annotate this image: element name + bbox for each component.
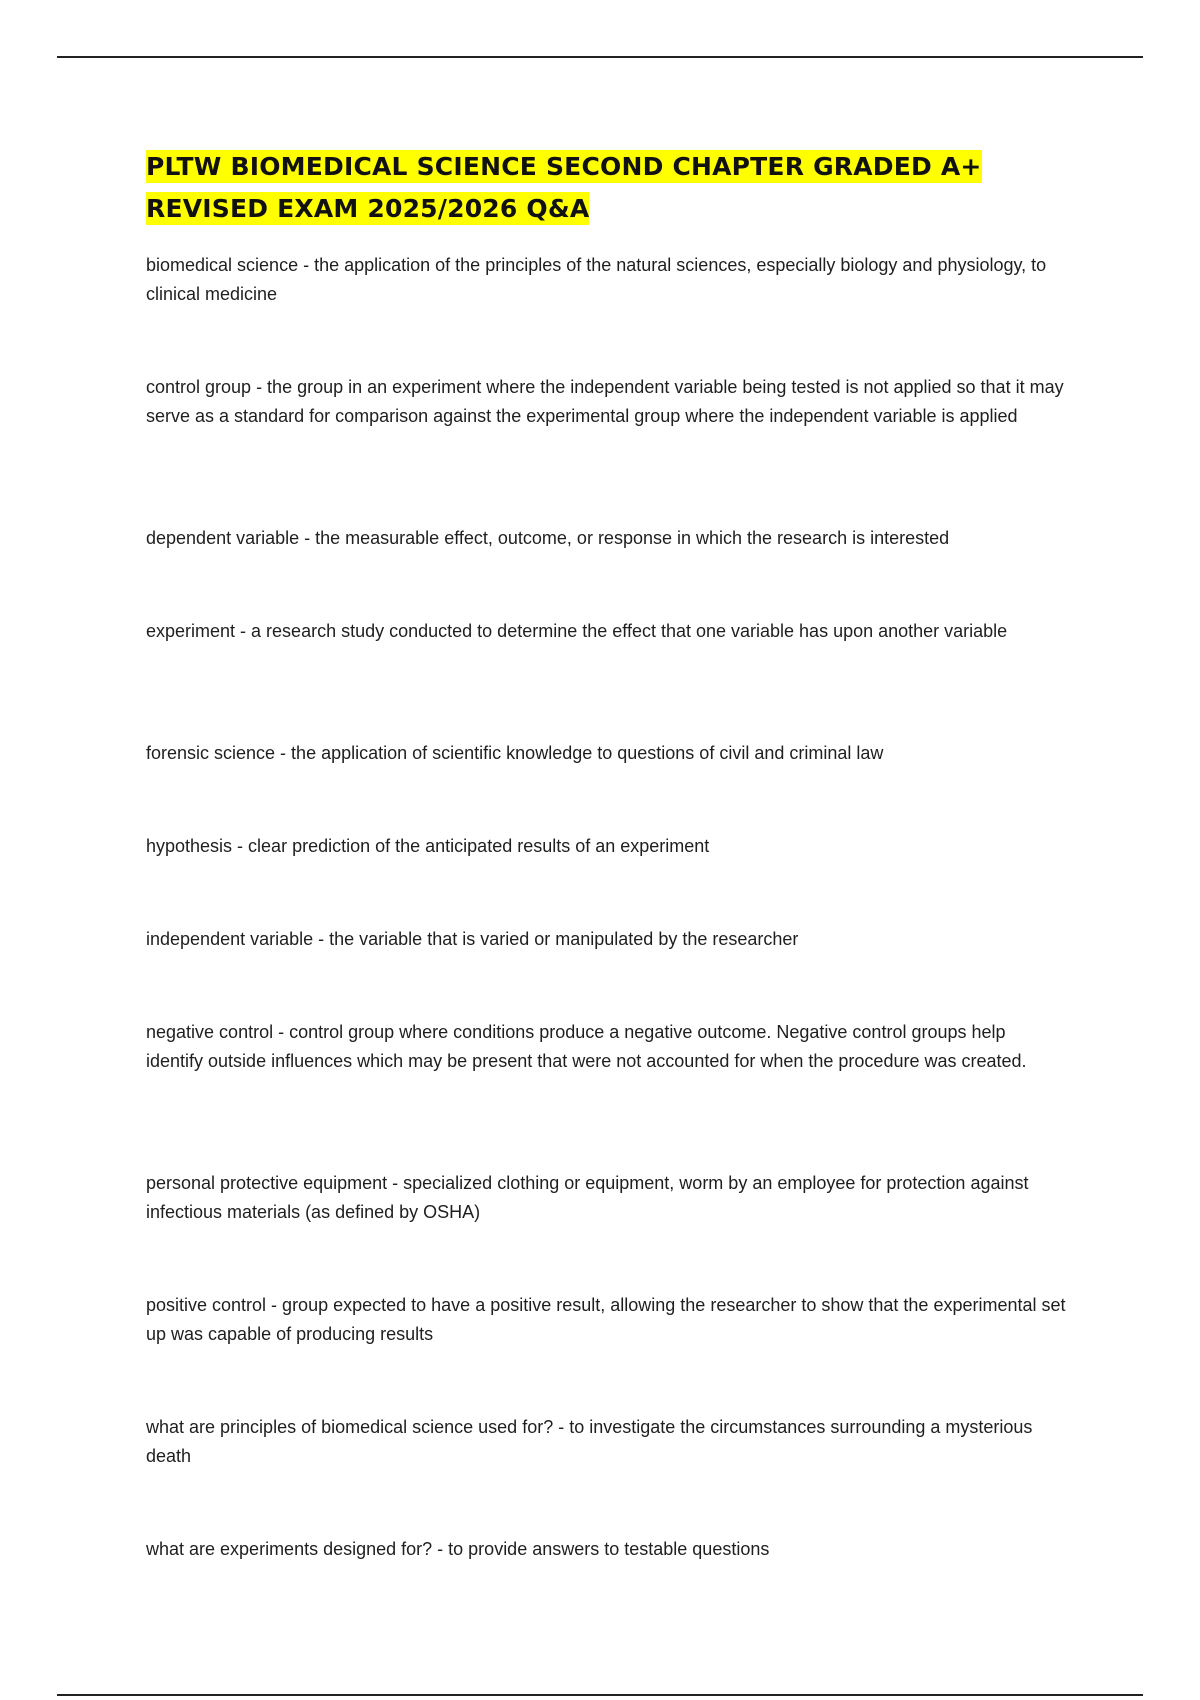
definition-entry: positive control - group expected to have a positive result, allowing the researcher to show that the experimental set up was capable of producing results xyxy=(146,1295,1066,1344)
definition-list xyxy=(146,251,1066,1564)
definition-entry: hypothesis - clear prediction of the anticipated results of an experiment xyxy=(146,836,710,856)
definition-entry: dependent variable - the measurable effect, outcome, or response in which the research is interested xyxy=(146,528,950,548)
header-rule xyxy=(57,56,1143,58)
definition-entry: biomedical science - the application of the principles of the natural sciences, especially biology and physiology, to clinical medicine xyxy=(146,255,1047,304)
definition-entry: personal protective equipment - specialized clothing or equipment, worm by an employee for protection against infectious materials (as defined by OSHA) xyxy=(146,1173,1029,1222)
footer-rule xyxy=(57,1694,1143,1696)
title-highlight: PLTW BIOMEDICAL SCIENCE SECOND CHAPTER GRADED A+ REVISED EXAM 2025/2026 Q&A xyxy=(146,152,982,223)
document-page xyxy=(146,146,1066,1564)
definition-entry: experiment - a research study conducted to determine the effect that one variable has upon another variable xyxy=(146,621,1008,641)
definition-entry: what are principles of biomedical science used for? - to investigate the circumstances surrounding a mysterious death xyxy=(146,1417,1033,1466)
definition-entry: control group - the group in an experiment where the independent variable being tested is not applied so that it may serve as a standard for comparison against the experimental group where the independent variable is applied xyxy=(146,377,1064,426)
definition-entry: negative control - control group where conditions produce a negative outcome. Negative control groups help identify outside influences which may be present that were not accounted for when the procedure was created. xyxy=(146,1022,1027,1071)
definition-entry: what are experiments designed for? - to provide answers to testable questions xyxy=(146,1539,770,1559)
definition-entry: forensic science - the application of scientific knowledge to questions of civil and criminal law xyxy=(146,743,884,763)
definition-entry: independent variable - the variable that is varied or manipulated by the researcher xyxy=(146,929,799,949)
document-title xyxy=(146,146,1066,230)
